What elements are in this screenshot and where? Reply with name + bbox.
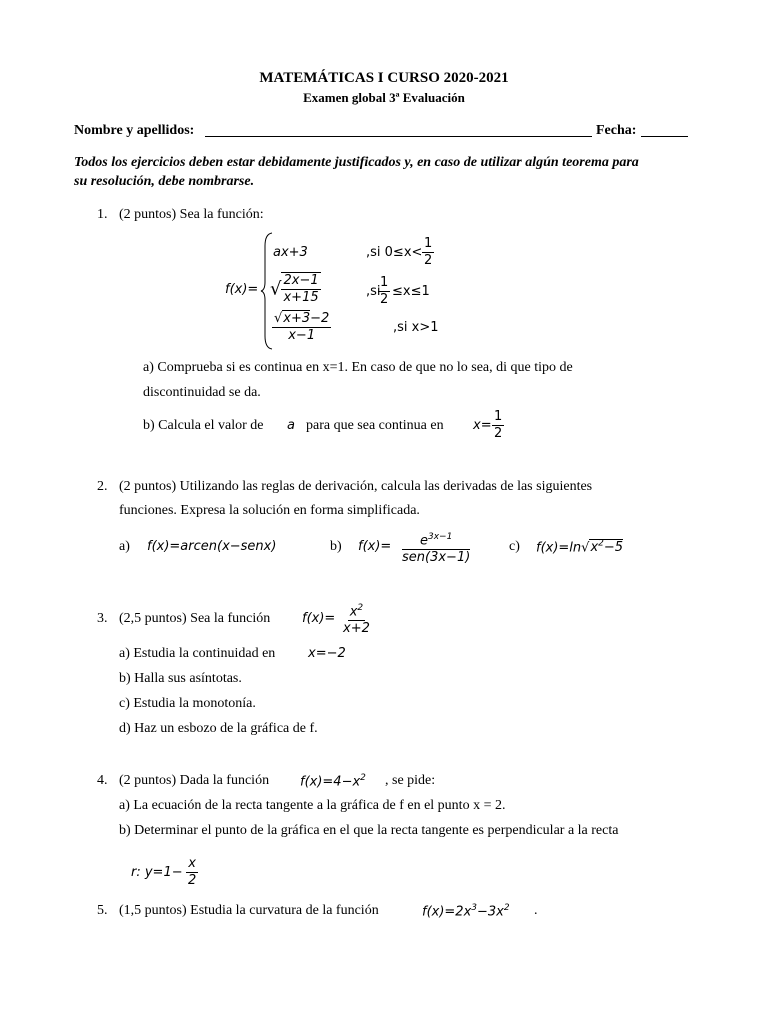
name-label: Nombre y apellidos: bbox=[74, 123, 195, 138]
q3-b-text: b) Halla sus asíntotas. bbox=[119, 671, 242, 686]
q1-b-x: x= bbox=[473, 418, 492, 433]
q2-b-num-exp: 3x−1 bbox=[427, 532, 453, 542]
q4-expr-base: f(x)=4−x bbox=[300, 774, 361, 790]
q3-num-base: x bbox=[349, 604, 358, 620]
q2-b-label: b) bbox=[330, 539, 342, 554]
q3-frac bbox=[341, 600, 372, 637]
q3-a-expr: x=−2 bbox=[308, 646, 346, 661]
exam-subtitle: Examen global 3ª Evaluación bbox=[303, 90, 465, 105]
q1-cond1-den: 2 bbox=[424, 253, 433, 268]
q3-number: 3. bbox=[97, 611, 108, 626]
q1-piece2-num: 2x−1 bbox=[283, 273, 319, 288]
q1-piece3-root: x+3 bbox=[283, 311, 311, 326]
q4-r-num: x bbox=[188, 856, 196, 871]
q3-c-text: c) Estudia la monotonía. bbox=[119, 696, 256, 711]
date-blank-line bbox=[641, 136, 688, 137]
q5-intro: (1,5 puntos) Estudia la curvatura de la función bbox=[119, 903, 379, 918]
q4-r-frac bbox=[186, 856, 198, 889]
q4-intro: (2 puntos) Dada la función bbox=[119, 773, 270, 788]
q1-piece2-den: x+15 bbox=[283, 290, 319, 305]
q4-intro2: , se pide: bbox=[385, 773, 436, 788]
q2-line1: (2 puntos) Utilizando las reglas de derivación, calcula las derivadas de las siguientes bbox=[119, 479, 593, 494]
q4-a-text: a) La ecuación de la recta tangente a la gráfica de f en el punto x = 2. bbox=[119, 798, 506, 813]
q3-den: x+2 bbox=[343, 621, 370, 637]
q4-b-text: b) Determinar el punto de la gráfica en el que la recta tangente es perpendicular a la recta bbox=[119, 823, 619, 838]
exam-title: MATEMÁTICAS I CURSO 2020-2021 bbox=[259, 70, 509, 86]
q4-expr bbox=[300, 773, 366, 789]
q2-c-expr: $f(x)=\ln√x^2-5$ bbox=[536, 539, 624, 556]
q1-cond3: ,si x>1 bbox=[393, 320, 439, 335]
q1-a-line1: a) Comprueba si es continua en x=1. En caso de que no lo sea, di que tipo de bbox=[143, 360, 573, 375]
q2-c-root-base: x bbox=[590, 540, 599, 556]
q1-b-num: 1 bbox=[494, 409, 503, 424]
q1-cond2-b: ≤x≤1 bbox=[392, 284, 430, 299]
q5-exp-b: 2 bbox=[503, 903, 510, 913]
q5-expr bbox=[422, 903, 510, 919]
q2-b-frac bbox=[400, 529, 472, 566]
q3-num-exp: 2 bbox=[357, 603, 364, 613]
date-label: Fecha: bbox=[596, 123, 637, 138]
q3-d-text: d) Haz un esbozo de la gráfica de f. bbox=[119, 721, 318, 736]
q4-r-expr: r: y=1− bbox=[131, 865, 183, 880]
q2-c-root-exp: 2 bbox=[598, 539, 604, 549]
q1-a-line2: discontinuidad se da. bbox=[143, 385, 261, 400]
q2-c-root-tail: −5 bbox=[603, 540, 624, 556]
q1-cond2-a: ,si bbox=[366, 284, 381, 299]
q1-intro: (2 puntos) Sea la función: bbox=[119, 207, 264, 222]
q1-b-var: a bbox=[287, 418, 295, 433]
q4-expr-exp: 2 bbox=[360, 773, 366, 783]
q1-piece1: ax+3 bbox=[273, 245, 308, 260]
q2-b-fx: f(x)= bbox=[358, 539, 392, 554]
q5-number: 5. bbox=[97, 903, 108, 918]
q2-line2: funciones. Expresa la solución en forma simplificada. bbox=[119, 503, 420, 518]
q2-b-num-base: e bbox=[419, 533, 428, 549]
q5-expr-b: −3x bbox=[477, 904, 504, 920]
q1-piece3: $\frac{√x+3-2}{x-1}$ bbox=[274, 311, 330, 343]
q1-piece3-den: x−1 bbox=[288, 328, 316, 343]
q1-b-text2: para que sea continua en bbox=[306, 418, 444, 433]
q4-r-den: 2 bbox=[188, 873, 197, 888]
q1-cond1: ,si 0≤x< bbox=[366, 245, 423, 260]
instructions-line-1: Todos los ejercicios deben estar debidamente justificados y, en caso de utilizar algún teorema para bbox=[74, 155, 639, 170]
q5-tail: . bbox=[534, 903, 538, 918]
q4-number: 4. bbox=[97, 773, 108, 788]
q1-cond2-num: 1 bbox=[380, 275, 389, 290]
name-blank-line bbox=[205, 136, 592, 137]
q3-intro: (2,5 puntos) Sea la función bbox=[119, 611, 271, 626]
q1-number: 1. bbox=[97, 207, 108, 222]
q2-number: 2. bbox=[97, 479, 108, 494]
q2-b-den: sen(3x−1) bbox=[402, 550, 471, 566]
q1-b-den: 2 bbox=[494, 426, 503, 441]
q1-fx: f(x)= bbox=[225, 282, 259, 297]
q2-c-label: c) bbox=[509, 539, 520, 554]
q3-a-text: a) Estudia la continuidad en bbox=[119, 646, 276, 661]
q5-expr-a: f(x)=2x bbox=[422, 904, 472, 920]
q2-a-expr: f(x)=arcen(x−senx) bbox=[147, 539, 277, 554]
q1-piece2: √ $\frac{2x-1}{x+15}$ bbox=[270, 273, 319, 305]
q2-a-label: a) bbox=[119, 539, 130, 554]
q1-cond1-num: 1 bbox=[424, 236, 433, 251]
q1-piece3-tail: −2 bbox=[310, 311, 330, 326]
q2-c-fx: f(x)=ln bbox=[536, 540, 582, 556]
q1-cond1-frac bbox=[422, 236, 434, 269]
q1-b-text: b) Calcula el valor de bbox=[143, 418, 264, 433]
q1-b-frac bbox=[492, 409, 504, 442]
q1-cond2-den: 2 bbox=[380, 292, 389, 307]
q3-fx: f(x)= bbox=[302, 611, 336, 626]
q1-cond2-frac bbox=[378, 275, 390, 308]
instructions-line-2: su resolución, debe nombrarse. bbox=[74, 174, 255, 189]
q5-exp-a: 3 bbox=[471, 903, 478, 913]
